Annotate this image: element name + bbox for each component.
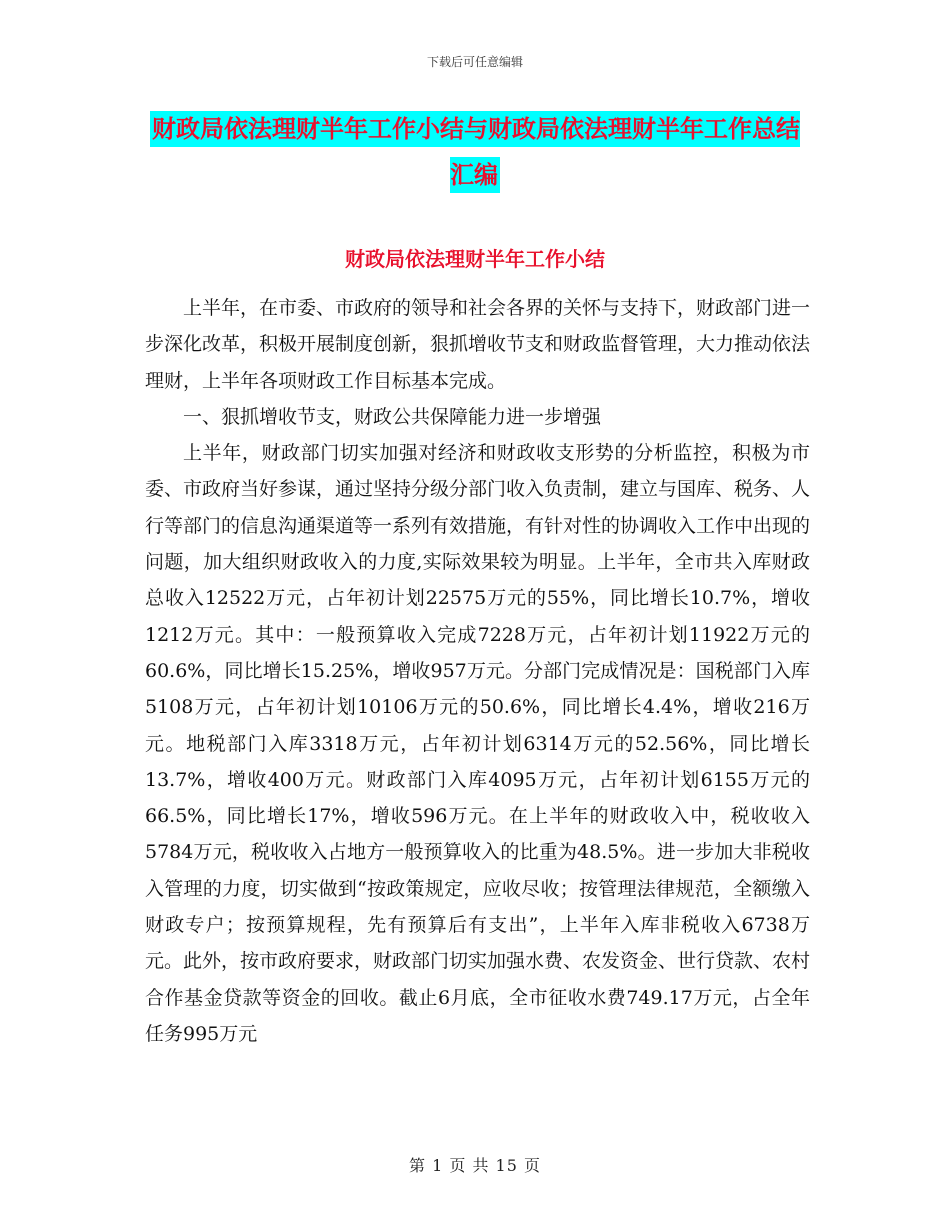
body-text <box>145 290 810 1052</box>
document-title <box>140 106 810 198</box>
paragraph-revenue: 上半年，财政部门切实加强对经济和财政收支形势的分析监控，积极为市委、市政府当好参谋，通过坚持分级分部门收入负责制，建立与国库、税务、人行等部门的信息沟通渠道等一系列有效措施，有针对性的协调收入工作中出现的问题，加大组织财政收入的力度,实际效果较为明显。上半年，全市共入库财政总收入12522万元，占年初计划22575万元的55%，同比增长10.7%，增收1212万元。其中：一般预算收入完成7228万元，占年初计划11922万元的60.6%，同比增长15.25%，增收957万元。分部门完成情况是：国税部门入库5108万元，占年初计划10106万元的50.6%，同比增长4.4%，增收216万元。地税部门入库3318万元，占年初计划6314万元的52.56%，同比增长13.7%，增收400万元。财政部门入库4095万元，占年初计划6155万元的66.5%，同比增长17%，增收596万元。在上半年的财政收入中，税收收入5784万元，税收收入占地方一般预算收入的比重为48.5%。进一步加大非税收入管理的力度，切实做到“按政策规定，应收尽收；按管理法律规范，全额缴入财政专户；按预算规程，先有预算后有支出”，上半年入库非税收入6738万元。此外，按市政府要求，财政部门切实加强水费、农发资金、世行贷款、农村合作基金贷款等资金的回收。截止6月底，全市征收水费749.17万元，占全年任务995万元 <box>145 442 811 1045</box>
page-number: 第 1 页 共 15 页 <box>409 1156 541 1175</box>
paragraph-intro: 上半年，在市委、市政府的领导和社会各界的关怀与支持下，财政部门进一步深化改革，积极开展制度创新，狠抓增收节支和财政监督管理，大力推动依法理财，上半年各项财政工作目标基本完成。 <box>145 297 811 392</box>
section-title: 财政局依法理财半年工作小结 <box>345 247 605 271</box>
paragraph-heading-1: 一、狠抓增收节支，财政公共保障能力进一步增强 <box>183 405 602 428</box>
header-note: 下载后可任意编辑 <box>426 55 523 69</box>
document-title-text: 财政局依法理财半年工作小结与财政局依法理财半年工作总结汇编 <box>150 111 800 193</box>
